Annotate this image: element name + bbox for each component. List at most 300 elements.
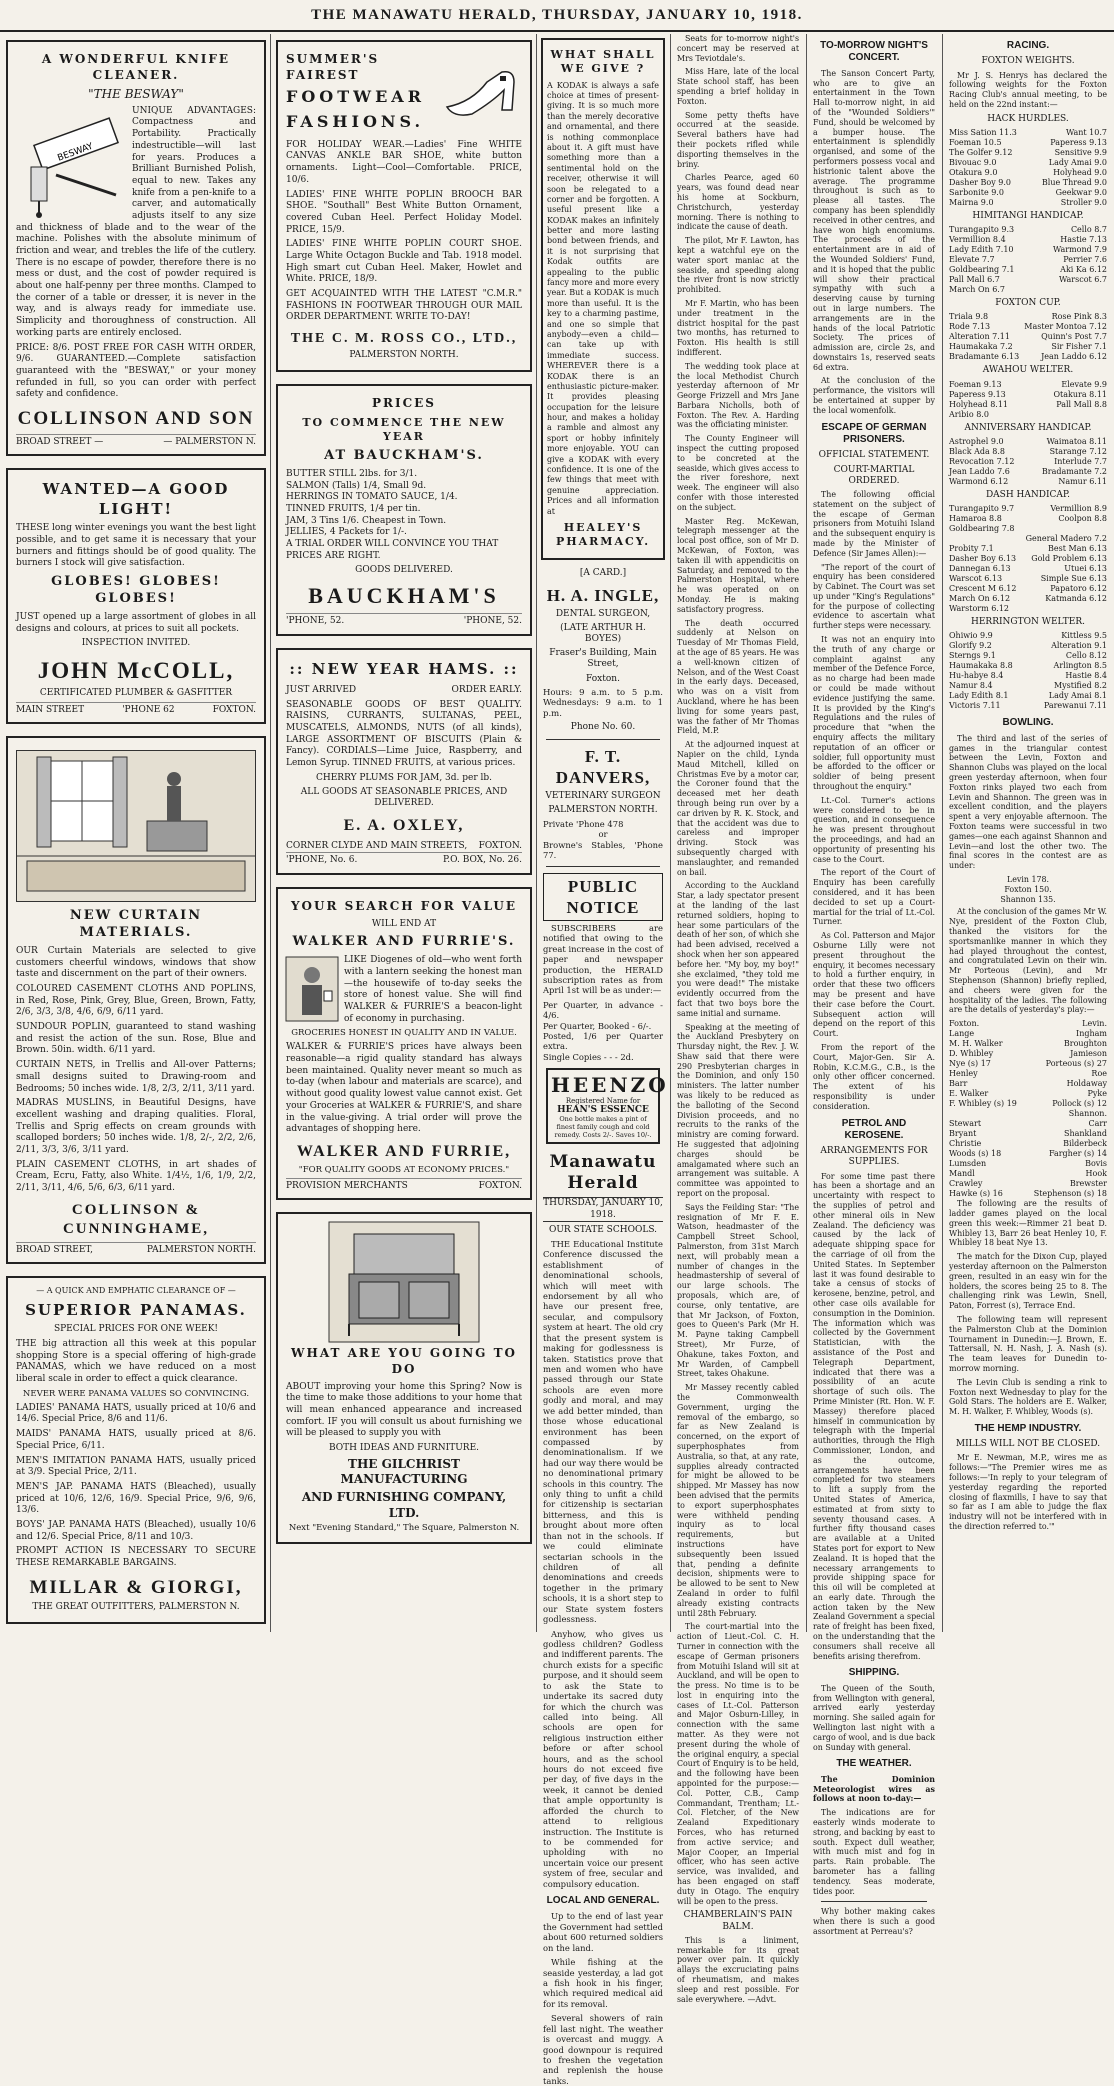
news-paragraph: The wedding took place at the local Methodist Church yesterday afternoon of Mr George Frizzell and Mrs Jane Barbara Nicholls, both of Foxton. The Rev. A. Harding was the officiating minister. (677, 361, 799, 430)
section-heading: THE WEATHER. (836, 1758, 912, 1770)
weight-row-left: Goldbearing 7.8 (949, 524, 1015, 534)
ad-title: :: NEW YEAR HAMS. :: (289, 659, 519, 678)
issue-date: THURSDAY, JANUARY 10, 1918. (543, 1197, 663, 1221)
ad-footer: Next "Evening Standard," The Square, Palmerston N. (288, 1523, 520, 1534)
weight-row (949, 265, 1107, 275)
weight-row-left: Jean Laddo 7.6 (949, 466, 1010, 476)
news-paragraph: At the conclusion of the games Mr W. Nye, president of the Foxton Club, thanked the visitors for the sportsmanlike manner in which they had played throughout the contest, and congratulated Levin on their win. Mr Porteous (Levin), and Mr Stephenson (Shannon) briefly replied, and cheers were given for the hospitality of the ladies. The following are the details of yesterday's play:— (949, 907, 1107, 1015)
team-header-left: Foxton. (949, 1019, 980, 1029)
weight-row (949, 467, 1107, 477)
team-row (949, 1059, 1107, 1069)
team-row-right: Porteous (s) 27 (1045, 1059, 1107, 1069)
ad-footer-left: BROAD STREET — (16, 436, 104, 447)
advt-heading: CHAMBERLAIN'S PAIN BALM. (683, 1910, 793, 1932)
team-row (949, 1149, 1107, 1159)
race-title: FOXTON CUP. (995, 298, 1061, 309)
local-news (672, 34, 804, 2004)
weight-row-left: Rode 7.13 (949, 322, 991, 332)
ad-tagline: One bottle makes a pint of finest family cough and cold remedy. Costs 2/-. Saves 10/-. (554, 1115, 652, 1140)
weight-row-right: General Madero 7.2 (1025, 534, 1107, 544)
news-paragraph: For some time past there has been a shortage and an uncertainty with respect to the supplies of petrol and other mineral oils in New Zealand. The deficiency was caused by the lack of adequate shipping space for the carriage of oil from the United States. In September last it was found desirable to take a census of stocks of kerosene, benzine, petrol, and other case oils available for consumption in the Dominion. The information which was collected by the Government Statistician, with the assistance of the Post and Telegraph Department, indicated that there was a possibility of an acute shortage of such oils. The Prime Minister (Rt. Hon. W. F. Massey) therefore placed himself in communication by telegraph with the Imperial authorities, through the High Commissioner, London, and as the outcome, arrangements have been completed for two steamers to lift a supply from the United States of America, estimated at from sixty to seventy thousand cases. A further fifty thousand cases are available at a United States port for export to New Zealand. It is hoped that the necessary arrangements to provide shipping space for this oil will be completed at an early date. Through the action taken by the New Zealand Government a special rate of freight has been fixed, on the understanding that the consumers shall receive all benefits arising therefrom. (813, 1171, 935, 1661)
ad-footer-left: PROVISION MERCHANTS (286, 1180, 408, 1191)
ad-item: LADIES' FINE WHITE POPLIN COURT SHOE. Large White Octagon Buckle and Tab. 1918 model. High smart cut Cuban Heel. Maker, Howlet and White. PRICE, 18/9. (286, 239, 522, 285)
ad-address-left: CORNER CLYDE AND MAIN STREETS, (286, 840, 468, 851)
weight-row (949, 158, 1107, 168)
team-row-right: Pyke (1087, 1089, 1107, 1099)
weight-row (949, 245, 1107, 255)
weight-row-left: Lady Edith 8.1 (949, 691, 1009, 701)
advertiser-name: COLLINSON & CUNNINGHAME, (62, 1201, 210, 1238)
ad-body: JUST opened up a large assortment of globes in all designs and colours, at prices to suit all pockets. (16, 611, 256, 634)
race-title: AWAHOU WELTER. (982, 365, 1074, 376)
advertiser-name: HEENZO (551, 1073, 669, 1098)
weight-row-left: Otakura 9.0 (949, 167, 998, 177)
ad-item: LADIES' PANAMA HATS, usually priced at 10/6 and 14/6. Special Price, 8/6 and 11/6. (16, 1402, 256, 1425)
team-row (949, 1119, 1107, 1129)
weight-row (949, 564, 1107, 574)
section-heading: RACING. (1006, 40, 1050, 51)
ad-title: WILL END AT (371, 918, 437, 929)
section-subheading: OFFICIAL STATEMENT. (818, 450, 930, 461)
ad-item: CHERRY PLUMS FOR JAM, 3d. per lb. (315, 772, 492, 783)
ad-subhead: GLOBES! GLOBES! GLOBES! (51, 574, 221, 606)
team-row (949, 1129, 1107, 1139)
shoe-illustration (442, 62, 522, 122)
weight-row-right: Otakura 8.11 (1053, 389, 1107, 399)
bauckhams-ad (276, 384, 532, 636)
ad-title: AT BAUCKHAM'S. (324, 448, 484, 464)
weight-row-left: Lady Edith 7.10 (949, 245, 1014, 255)
kodak-ad (541, 38, 665, 560)
weight-row-left: Dasher Boy 9.0 (949, 177, 1012, 187)
notice-rate: Single Copies - - - 2d. (543, 1051, 634, 1062)
weight-row-right: Vermillion 8.9 (1050, 504, 1107, 514)
weight-row-right: Parewanui 7.11 (1043, 701, 1107, 711)
ad-title: SUPERIOR PANAMAS. (25, 1300, 247, 1319)
weight-row (949, 128, 1107, 138)
section-heading: THE HEMP INDUSTRY. (974, 1422, 1082, 1434)
weight-row (949, 661, 1107, 671)
news-paragraph: The Dominion Meteorologist wires as follows at noon to-day:— (813, 1774, 935, 1804)
ad-title: FOOTWEAR (286, 87, 426, 107)
weight-row-right: Best Man 6.13 (1048, 544, 1107, 554)
news-paragraph: "The report of the court of enquiry has been considered by Cabinet. The Court was set up under "King's Regulations" for the purpose of collecting evidence to ascertain what further steps were necessary. (813, 562, 935, 631)
card-line: Foxton. (586, 673, 620, 684)
ad-footer-left: BROAD STREET, (16, 1244, 93, 1255)
weight-row-right: Bradamante 7.2 (1041, 466, 1107, 476)
ad-item: A TRIAL ORDER WILL CONVINCE YOU THAT PRICES ARE RIGHT. (286, 539, 499, 561)
weight-row (949, 275, 1107, 285)
weight-row-right: Cello 8.7 (1070, 225, 1107, 235)
ad-footer: THE GREAT OUTFITTERS, PALMERSTON N. (32, 1602, 240, 1613)
team-header-right: Shannon. (1068, 1109, 1107, 1119)
weight-row-right: Arlington 8.5 (1053, 661, 1107, 671)
weight-row (949, 400, 1107, 410)
card-phone: Phone No. 60. (570, 722, 636, 733)
ad-title: WHAT SHALL WE GIVE ? (550, 48, 656, 76)
weight-row-left: March On 6.7 (949, 285, 1005, 295)
weight-row-right: Warscot 6.7 (1058, 275, 1107, 285)
weight-row-left: Sterngs 9.1 (949, 651, 996, 661)
weight-row (949, 332, 1107, 342)
news-paragraph: The death occurred suddenly at Nelson on Tuesday of Mr Thomas Field, at the age of 85 years. He was a well-known citizen of Nelson, and of the West Coast in the early days. Deceased, who was on a visit from Auckland, where he has been living for some years past, was the father of Mr Thomas Field, M.P. (677, 618, 799, 736)
ad-item: PLAIN CASEMENT CLOTHS, in art shades of Cream, Ecru, Fatty, also White. 1/4½, 1/6, 1/9, 2/2, 2/11, 3/11, 4/6, 5/6, 6/3, 6/11 yard. (16, 1159, 256, 1194)
news-paragraph: Charles Pearce, aged 60 years, was found dead near his home at Sockburn, Christchurch, yesterday morning. There is nothing to indicate the cause of death. (677, 173, 799, 232)
team-row (949, 1049, 1107, 1059)
news-paragraph: Mr E. Newman, M.P., wires me as follows:—"The Premier wires me as follows:—'In reply to your telegram of yesterday regarding the reported closing of flaxmills, I have to say that so far as I am able to judge the flax industry will not be interfered with in the direction referred to.'" (949, 1453, 1107, 1532)
weight-row-left: Ohiwio 9.9 (949, 631, 993, 641)
ad-item: MEN'S JAP. PANAMA HATS (Bleached), usually priced at 10/6, 12/6, 16/9. Special Price, 9/6, 9/6, 13/6. (16, 1481, 256, 1516)
team-header (949, 1019, 1107, 1029)
advertiser-name: BAUCKHAM'S (308, 583, 500, 609)
weight-row (949, 504, 1107, 514)
advertiser-name: H. A. INGLE, (546, 585, 660, 605)
ad-kicker: — A QUICK AND EMPHATIC CLEARANCE OF — (36, 1286, 236, 1296)
news-paragraph: The Sanson Concert Party, who are to give an entertainment in the Town Hall to-morrow night, in aid of the "Wounded Soldiers'" Fund, should be welcomed by a bumper house. The entertainment is splendidly organised, and some of the performers possess vocal and histrionic talent above the average. The programme throughout is such as to please all tastes. The company has been splendidly received in other centres, and have won high encomiums. The proceeds of the entertainment are in aid of the Wounded Soldiers' Fund, and it is hoped that the public will show their practical sympathy with such a deserving cause by turning out in large numbers. The arrangements are in the hands of the local Patriotic Society. The prices of admission are, circle 2s, and downstairs 1s, reserved seats 6d extra. (813, 68, 935, 372)
notice-rate: Per Quarter, in advance - 4/6. (543, 999, 663, 1021)
weight-row (949, 534, 1107, 544)
team-row (949, 1099, 1107, 1109)
team-row-right: Bovis (1085, 1159, 1107, 1169)
ad-topline-right: ORDER EARLY. (451, 685, 522, 696)
ad-footer-right: FOXTON. (478, 1180, 522, 1191)
ad-body: ABOUT improving your home this Spring? Now is the time to make those additions to your home that will mean enhanced appearance and increased comfort. IF you will consult us about furnishing we will be pleased to supply you with (286, 1381, 522, 1439)
weight-row-right: Katmanda 6.12 (1045, 594, 1107, 604)
weight-row (949, 524, 1107, 534)
team-row-left: Christie (949, 1139, 982, 1149)
ad-subhead: SPECIAL PRICES FOR ONE WEEK! (53, 1324, 219, 1335)
weight-row-left: Foeman 9.13 (949, 379, 1002, 389)
weight-row (949, 514, 1107, 524)
notice-rate: Per Quarter, Booked - 6/-. (543, 1020, 652, 1031)
weight-row-right: Papatoro 6.12 (1050, 584, 1107, 594)
team-row-left: Nye (s) 17 (949, 1059, 991, 1069)
ad-footer-mid: 'PHONE 62 (122, 704, 175, 715)
ad-price: PRICE: 8/6. POST FREE FOR CASH WITH ORDER, 9/6. GUARANTEED.—Complete satisfaction guaranteed with the "BESWAY," or your money refunded in full, so you can order with perfect safety and confidence. (16, 342, 256, 400)
weight-row-left: Dannegan 6.13 (949, 564, 1011, 574)
weight-row (949, 604, 1107, 614)
weight-row-left: Crescent M 6.12 (949, 584, 1017, 594)
editorial (538, 1152, 668, 2086)
card-line: (LATE ARTHUR H. BOYES) (560, 622, 646, 645)
news-paragraph: It was not an enquiry into the truth of any charge or complaint against any member of the Defence Force, as no charge had been made or could be made without evidence justifying the same. It is provided by the King's Regulations and the rules of procedure that "when the enquiry affects the military reputation of an officer or soldier, full opportunity must be afforded to the officer or soldier of being present throughout the enquiry." (813, 635, 935, 792)
weight-row (949, 584, 1107, 594)
good-light-ad (6, 468, 266, 724)
ad-title: WHAT ARE YOU GOING TO DO (291, 1346, 517, 1377)
weight-row-left: Bivouac 9.0 (949, 157, 997, 167)
card-phone: Private 'Phone 478 (543, 818, 624, 829)
weight-row (949, 671, 1107, 681)
masthead: THE MANAWATU HERALD, THURSDAY, JANUARY 10, 1918. (0, 0, 1114, 32)
weight-row (949, 544, 1107, 554)
weight-row-right: Rose Pink 8.3 (1051, 312, 1107, 322)
panamas-ad (6, 1276, 266, 1624)
ad-item: MADRAS MUSLINS, in Beautiful Designs, have excellent washing and draping qualities. Floral, Trellis and Sprig effects on cream grounds with scalloped borders; 50 inches wide. 1/8, 2/-, 2/2, 2/6, 2/11, 3/3, 3/6, 3/11 yard. (16, 1098, 256, 1155)
weight-row-left: Elevate 7.7 (949, 255, 995, 265)
team-header-right: Levin. (1082, 1019, 1107, 1029)
ad-body: SEASONABLE GOODS OF BEST QUALITY. RAISINS, CURRANTS, SULTANAS, PEEL, MUSCATELS, ALMONDS, NUTS (of all kinds), LARGE ASSORTMENT OF BISCUITS (Plain & Fancy). CORDIALS—Lime Juice, Raspberry, and Lemon Syrup. TINNED FRUITS, at various prices. (286, 699, 522, 769)
team-row-left: D. Whibley (949, 1049, 994, 1059)
card-label: [A CARD.] (579, 567, 627, 578)
advertiser-trade: CERTIFICATED PLUMBER & GASFITTER (39, 687, 233, 698)
card-phone: Browne's Stables, 'Phone 77. (543, 839, 663, 861)
score-line: Levin 178. (1006, 875, 1050, 885)
news-paragraph: Lt.-Col. Turner's actions were considered to be in question, and in consequence he was present throughout the proceedings, and had an opportunity of presenting his case to the Court. (813, 795, 935, 864)
ad-item: JELLIES, 4 Packets for 1/-. (286, 527, 407, 538)
ad-footer (286, 1178, 522, 1193)
weight-row (949, 148, 1107, 158)
ad-body: UNIQUE ADVANTAGES: Compactness and Portability. Practically indestructible—will last for years. Produces a Brilliant Burnished Polish, equal to new. Takes any knife from a pen-knife to a carver, and automatically adjusts itself to any size and thickness of blade and to the wear of the machine. Polishes with the absolute minimum of friction and wear, and trebles the life of the cutlery. There is no escape of powder, therefore there is no mess or dust, and the cost of powder required is about one half-penny per three months. Clamped to the corner of a table or dresser, it is never in the way, and is always ready for immediate use. Simplicity and thoroughness of construction. All working parts are entirely enclosed. (16, 105, 256, 338)
new-year-hams-ad (276, 648, 532, 876)
weight-row-left: March On 6.12 (949, 594, 1011, 604)
svg-text:BESWAY: BESWAY (56, 141, 95, 164)
weight-row-right: Utuei 6.13 (1064, 564, 1107, 574)
ad-title: YOUR SEARCH FOR VALUE (290, 899, 517, 914)
column-6 (944, 34, 1112, 1632)
ad-title: WANTED—A GOOD LIGHT! (42, 480, 230, 518)
ad-body: THE big attraction all this week at this popular shopping Store is a special offering of high-grade PANAMAS, which we have reduced on a most liberal scale in order to effect a quick clearance. (16, 1339, 256, 1385)
advertiser-name: JOHN McCOLL, (37, 657, 235, 683)
advertiser-name: HEALEY'S PHARMACY. (555, 521, 651, 549)
weight-row (949, 691, 1107, 701)
divider (546, 866, 660, 867)
team-row-right: Roe (1091, 1069, 1107, 1079)
team-row-right: Brewster (1069, 1179, 1107, 1189)
news-paragraph: Miss Hare, late of the local State school staff, has been spending a brief holiday in Foxton. (677, 67, 799, 106)
news-paragraph: The indications are for easterly winds moderate to strong, and backing by east to south. Expect dull weather, with much mist and fog in parts. Rain probable. The barometer has a falling tendency. Seas moderate, tides poor. (813, 1808, 935, 1896)
ad-item: TINNED FRUITS, 1/4 per tin. (286, 504, 421, 515)
bowling-report-cont (944, 1199, 1112, 1532)
weight-row (949, 322, 1107, 332)
ad-footer-right: 'PHONE, 52. (463, 615, 522, 626)
ad-footer (16, 1242, 256, 1257)
ad-topline (286, 683, 522, 697)
weight-row-right: Lady Amai 8.1 (1048, 691, 1107, 701)
ad-body: OUR Curtain Materials are selected to give customers cheerful windows, windows that show taste and discernment on the part of their owners. (16, 945, 256, 980)
ad-footer-right: PALMERSTON NORTH. (146, 1244, 256, 1255)
ad-note: INSPECTION INVITED. (81, 638, 191, 649)
footwear-ad (276, 40, 532, 372)
weight-row-left: Miss Sation 11.3 (949, 127, 1017, 137)
advertiser-name: COLLINSON AND SON (17, 407, 255, 429)
weight-row-left: Haumakaka 8.8 (949, 661, 1013, 671)
news-paragraph: The following are the results of ladder games played on the local green this week:—Rimmer 21 beat D. Whibley 13, Barr 26 beat Henley 10, F. Whibley 18 beat Nye 13. (949, 1199, 1107, 1248)
weight-row (949, 447, 1107, 457)
team-row-right: Ingham (1076, 1029, 1107, 1039)
ad-footer-left: 'PHONE, 52. (286, 615, 345, 626)
editorial-title: OUR STATE SCHOOLS. (548, 1224, 658, 1235)
ingle-card (538, 568, 668, 734)
news-paragraph: Some petty thefts have occurred at the seaside. Several bathers have had their pockets rifled while disporting themselves in the briny. (677, 110, 799, 169)
weight-row (949, 477, 1107, 487)
weight-row-left: Mairna 9.0 (949, 197, 994, 207)
weight-row-left: Hamaroa 8.8 (949, 514, 1002, 524)
column-rule (670, 34, 671, 1632)
card-hours: Hours: 9 a.m. to 5 p.m. Wednesdays: 9 a.m. to 1 p.m. (543, 687, 663, 719)
editorial-paragraph: THE Educational Institute Conference discussed the establishment of denominational schools, which will meet with endorsement by all who have our present free, secular, and compulsory system at heart. The old cry that the present system is making for godlessness is taken. Statistics prove that men and women who have passed through our State schools are even more godly and moral, and may we add better minded, than those whose educational environment has been compassed by denominationalism. If we had our way there would be no denominational primary schools in this country. The only thing to unfit a child for citizenship is sectarian bitterness, and this is brought about more often than not in the schools. If we could eliminate sectarian schools in the children of all denominations and creeds together in the primary schools, it is a short step to our State system fosters godlessness. (543, 1238, 663, 1625)
ad-item: BOYS' JAP. PANAMA HATS (Bleached), usually 10/6 and 12/6. Special Price, 8/11 and 10/3. (16, 1519, 256, 1542)
team-row (949, 1189, 1107, 1199)
ad-title: FASHIONS. (286, 111, 425, 131)
column-rule (536, 34, 537, 1632)
weight-row-left: Aribio 8.0 (949, 409, 989, 419)
column-1 (4, 34, 268, 1632)
weight-row-left: Dasher Boy 6.13 (949, 554, 1017, 564)
race-title: DASH HANDICAP. (985, 489, 1071, 500)
weight-row-right: Simple Sue 6.13 (1040, 574, 1107, 584)
weight-row-left: Foeman 10.5 (949, 137, 1002, 147)
news-paragraph: The Queen of the South, from Wellington with general, arrived early yesterday morning. She sailed again for Wellington last night with a cargo of wool, and is due back on Sunday with general. (813, 1683, 935, 1752)
curtain-materials-ad (6, 736, 266, 1264)
team-row-right: Broughton (1063, 1039, 1107, 1049)
ad-item: BUTTER STILL 2lbs. for 3/1. (286, 469, 418, 480)
weight-row (949, 554, 1107, 564)
weight-row (949, 651, 1107, 661)
weight-row (949, 437, 1107, 447)
advertiser-name: F. T. DANVERS, (555, 746, 651, 787)
section-heading: PETROL AND KEROSENE. (841, 1117, 907, 1141)
race-title: ANNIVERSARY HANDICAP. (964, 422, 1092, 433)
weight-row-left: Goldbearing 7.1 (949, 265, 1015, 275)
advertiser-name: THE C. M. ROSS CO., LTD., (290, 331, 518, 347)
news-paragraph: The court-martial into the action of Lieut.-Col. C. H. Turner in connection with the escape of German prisoners from Motuihi Island will sit at Auckland, and will be open to the press. No time is to be lost in enquiring into the cases of Lt.-Col. Patterson and Major Osburn-Lilley, in connection with the same matter. As they were not present during the whole of the original enquiry, a special Court of Enquiry is to be held, and the following have been appointed for the purpose:—Col. Potter, C.B., Camp Commandant, Trentham; Lt.-Col. Fletcher, of the New Zealand Expeditionary Forces, who has returned from active service; and Major Cooper, an Imperial officer, who has seen active service, was invalided, and has been engaged on staff duty in Otago. The enquiry will be open to the press. (677, 1622, 799, 1906)
ad-item: FOR HOLIDAY WEAR.—Ladies' Fine WHITE CANVAS ANKLE BAR SHOE, white button ornaments. Light—Cool—Comfortable. PRICE, 10/6. (286, 139, 522, 185)
advertiser-name: THE GILCHRIST MANUFACTURING (340, 1456, 468, 1487)
weight-row (949, 380, 1107, 390)
weight-row-right: Waimatoa 8.11 (1046, 436, 1107, 446)
ad-title: PRICES (372, 395, 436, 410)
notice-rate: Posted, 1/6 per Quarter extra. (543, 1031, 663, 1052)
ad-footer (16, 434, 256, 449)
walker-furrie-ad (276, 887, 532, 1200)
bowling-report (944, 717, 1112, 1015)
weight-row-right: Holyhead 9.0 (1053, 167, 1107, 177)
section-heading: TO-MORROW NIGHT'S CONCERT. (820, 40, 928, 64)
weight-row (949, 390, 1107, 400)
knife-cleaner-ad (6, 40, 266, 456)
advertiser-name: MILLAR & GIORGI, (29, 1576, 243, 1598)
news-paragraph: Mr Massey recently cabled the Commonwealth Government, urging the removal of the embargo, so far as New Zealand is concerned, on the export of superphosphates from Australia, so that, at any rate, supplies already contracted for might be allowed to be shipped. Mr Massey has now been advised that the permits to export superphosphates were withheld pending inquiry as to local requirements, but instructions have subsequently been issued that, pending a definite decision, shipments were to be allowed to be sent to New Zealand in order to fulfil already existing contracts until 28th February. (677, 1383, 799, 1618)
section-heading: ESCAPE OF GERMAN PRISONERS. (821, 421, 927, 446)
weight-row-left: Pall Mall 6.7 (949, 275, 1000, 285)
weight-row-left: Warstorm 6.12 (949, 604, 1010, 614)
team-row-left: Lumsden (949, 1159, 987, 1169)
ad-note: GET ACQUAINTED WITH THE LATEST "C.M.R." FASHIONS IN FOOTWEAR THROUGH OUR MAIL ORDER DEPARTMENT. WRITE TO-DAY! (286, 289, 522, 323)
news-paragraph: The pilot, Mr F. Lawton, has kept a watchful eye on the water sport maniac at the seaside, and speeding along the river front is now strictly prohibited. (677, 236, 799, 295)
team-row-right: Holdaway (1066, 1079, 1107, 1089)
weight-row (949, 198, 1107, 208)
ad-address-right: FOXTON. (478, 840, 522, 851)
weight-row-right: Coolpon 8.8 (1058, 514, 1107, 524)
weight-row-right: Alteration 9.1 (1051, 641, 1107, 651)
weight-row-right: Pall Mall 8.8 (1056, 399, 1107, 409)
news-paragraph: Mr J. S. Henrys has declared the following weights for the Foxton Racing Club's annual meeting, to be held on the 22nd instant:— (949, 70, 1107, 109)
section-subheading: ARRANGEMENTS FOR SUPPLIES. (820, 1146, 928, 1168)
weight-row-right: Master Montoa 7.12 (1024, 322, 1107, 332)
team-header (949, 1109, 1107, 1119)
ad-note: PROMPT ACTION IS NECESSARY TO SECURE THESE REMARKABLE BARGAINS. (16, 1546, 256, 1569)
ad-item: JAM, 3 Tins 1/6. Cheapest in Town. (286, 515, 447, 526)
race-title: HACK HURDLES. (987, 113, 1069, 124)
team-row-right: Carr (1088, 1119, 1107, 1129)
weight-row-left: Sarbonite 9.0 (949, 187, 1004, 197)
weight-row-right: Starange 7.12 (1049, 446, 1107, 456)
advertiser-name: AND FURNISHING COMPANY, LTD. (301, 1489, 507, 1520)
team-row (949, 1179, 1107, 1189)
ad-footer-right: P.O. BOX, No. 26. (443, 855, 522, 866)
advt-paragraph: Why bother making cakes when there is such a good assortment at Perreau's? (813, 1907, 935, 1936)
weight-row-left: Hu-habye 8.4 (949, 671, 1004, 681)
score-line: Foxton 150. (1004, 884, 1052, 894)
weight-row-left: Black Ada 8.8 (949, 446, 1006, 456)
team-row-left: Hawke (s) 16 (949, 1189, 1003, 1199)
news-paragraph: The report of the Court of Enquiry has been carefully considered, and it has been decided to set up a Court-martial for the trial of Lt.-Col. Turner. (813, 868, 935, 927)
team-row (949, 1159, 1107, 1169)
sideboard-illustration (329, 1222, 479, 1342)
news-paragraph: At the adjourned inquest at Napier on the child, Lynda Maud Mitchell, killed on Christmas Eve by a motor car, the Coroner found that the deceased met her death through being run over by a car driven by R. K. Stock, and that the accident was due to careless and improper driving. Stock was subsequently charged with manslaughter, and remanded on bail. (677, 740, 799, 877)
team-row-left: Barr (949, 1079, 968, 1089)
weight-row-right: Jean Laddo 6.12 (1041, 352, 1107, 362)
team-row-left: Bryant (949, 1129, 977, 1139)
race-title: HERRINGTON WELTER. (971, 617, 1085, 628)
weight-row-right: Elevate 9.9 (1061, 379, 1107, 389)
team-row-right: Fargher (s) 14 (1048, 1149, 1107, 1159)
column-rule (942, 34, 943, 1632)
sports-column (944, 40, 1112, 110)
team-lists (944, 1019, 1112, 1199)
team-row-right: Bilderbeck (1063, 1139, 1107, 1149)
column-5 (808, 34, 940, 1936)
ad-item: LADIES' FINE WHITE POPLIN BROOCH BAR SHOE. "Southall" Best White Button Ornament, covered Cuban Heel. Perfect Holiday Model. PRICE, 15/9. (286, 189, 522, 235)
weight-row (949, 701, 1107, 711)
news-paragraph: The match for the Dixon Cup, played yesterday afternoon on the Palmerston green, resulted in an easy win for the holders, the scores being 25 to 8. The challenging rink was Lewin, Snell, Paton, Forrest (s), Terrace End. (949, 1252, 1107, 1311)
section-subheading: FOXTON WEIGHTS. (981, 56, 1075, 67)
weight-row-right: Hastie 7.13 (1060, 235, 1107, 245)
ad-item: COLOURED CASEMENT CLOTHS AND POPLINS, in Red, Rose, Pink, Grey, Blue, Green, Brown, Fatty, 2/6, 3/3, 3/8, 4/6, 6/9, 6/11 yard. (16, 984, 256, 1018)
knife-cleaner-illustration (16, 109, 126, 219)
ad-item: GOODS DELIVERED. (355, 564, 453, 575)
team-row (949, 1089, 1107, 1099)
weight-row (949, 681, 1107, 691)
weight-row (949, 312, 1107, 322)
card-phone: or (598, 829, 608, 840)
racing-weights (944, 114, 1112, 712)
ad-item: MAIDS' PANAMA HATS, usually priced at 8/6. Special Price, 6/11. (16, 1429, 256, 1451)
team-row-left: Crawley (949, 1179, 983, 1189)
weight-row-left: Turangapito 9.3 (949, 225, 1015, 235)
weight-row-right: Paperess 9.13 (1050, 137, 1107, 147)
ad-line: HEAN'S ESSENCE (557, 1105, 649, 1116)
weight-row-left: Triala 9.8 (949, 312, 989, 322)
weight-row-right: Perrier 7.6 (1063, 255, 1107, 265)
weight-row-right: Mystified 8.2 (1053, 681, 1107, 691)
weight-row-right: Warmond 7.9 (1052, 245, 1107, 255)
editorial-paragraph: Anyhow, who gives us godless children? Godless and indifferent parents. The church exists for a specific purpose, and it should seem to ask the State to undertake its sacred duty for which the church was called into being. All schools are open for religious instruction either before or after school hours, and as the school hours do not exceed five per day, of five days in the week, it cannot be denied that ample opportunity is afforded the church to attend to religious instruction. The Institute is to be commended for upholding with no uncertain voice our present system of free, secular and compulsory education. (543, 1628, 663, 1889)
weight-row (949, 285, 1107, 295)
ad-topline-left: JUST ARRIVED (286, 685, 357, 696)
section-heading: LOCAL AND GENERAL. (546, 1895, 660, 1907)
ad-footer-right: FOXTON. (212, 704, 256, 715)
news-paragraph: According to the Auckland Star, a lady spectator present at the landing of the last returned soldiers, hoping to hear some particulars of the death of her son, of which she had been advised, received a shock when her son appeared before her. "My boy, my boy!" she exclaimed, "they told me you were dead!" The mistake evidently occurred from the fact that two boys bore the same initial and surname. (677, 881, 799, 1018)
ad-footer-left: 'PHONE, No. 6. (286, 855, 358, 866)
ad-footer (286, 852, 522, 867)
weight-row (949, 410, 1107, 420)
team-row-left: Stewart (949, 1119, 982, 1129)
news-paragraph: Master Reg. McKewan, telegraph messenger at the local post office, son of Mr D. McKewan, of Foxton, was taken ill with appendicitis on Saturday, and removed to the Palmerston Hospital, where he was operated on on Monday. He is making satisfactory progress. (677, 516, 799, 614)
weight-row-left: Turangapito 9.7 (949, 504, 1015, 514)
weight-row-right: Want 10.7 (1065, 127, 1107, 137)
weight-row (949, 594, 1107, 604)
